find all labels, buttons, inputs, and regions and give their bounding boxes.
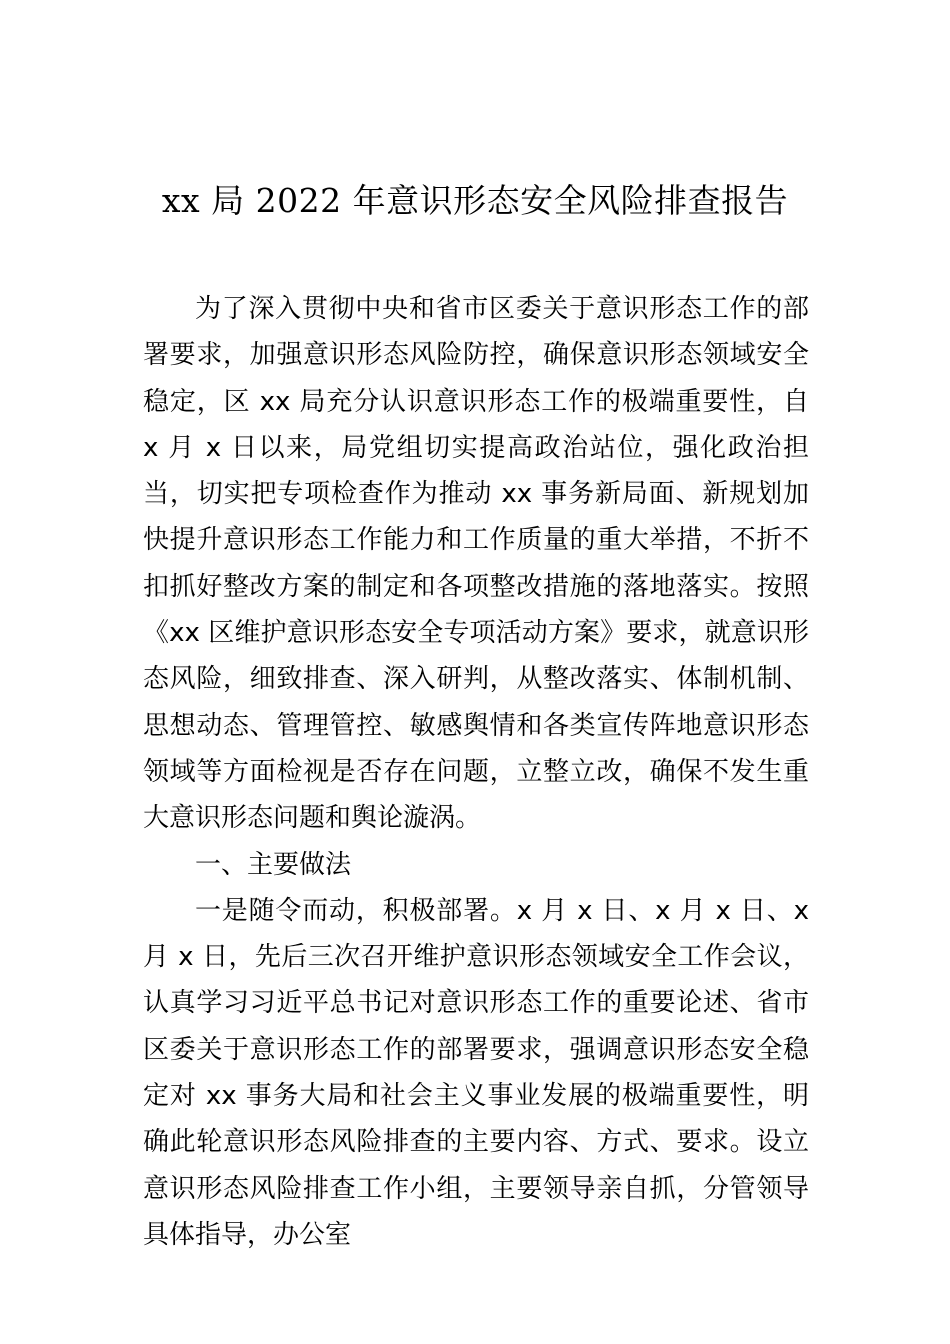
section-heading: 一、主要做法 <box>195 849 352 880</box>
document-body <box>143 286 809 1258</box>
section-paragraph: 一是随令而动，积极部署。x 月 x 日、x 月 x 日、x 月 x 日，先后三次召开维护意识形态领域安全工作会议，认真学习习近平总书记对意识形态工作的重要论述、省市区委关于意识形态工作的部署要求，强调意识形态安全稳定对 xx 事务大局和社会主义事业发展的极端重要性，明确此轮意识形态风险排查的主要内容、方式、要求。设立意识形态风险排查工作小组，主要领导亲自抓，分管领导具体指导，办公室 <box>143 895 809 1250</box>
intro-paragraph: 为了深入贯彻中央和省市区委关于意识形态工作的部署要求，加强意识形态风险防控，确保意识形态领域安全稳定，区 xx 局充分认识意识形态工作的极端重要性，自 x 月 x 日以来，局党组切实提高政治站位，强化政治担当，切实把专项检查作为推动 xx 事务新局面、新规划加快提升意识形态工作能力和工作质量的重大举措，不折不扣抓好整改方案的制定和各项整改措施的落地落实。按照《xx 区维护意识形态安全专项活动方案》要求，就意识形态风险，细致排查、深入研判，从整改落实、体制机制、思想动态、管理管控、敏感舆情和各类宣传阵地意识形态领域等方面检视是否存在问题，立整立改，确保不发生重大意识形态问题和舆论漩涡。 <box>143 294 809 834</box>
document-title: xx 局 2022 年意识形态安全风险排查报告 <box>161 181 789 220</box>
